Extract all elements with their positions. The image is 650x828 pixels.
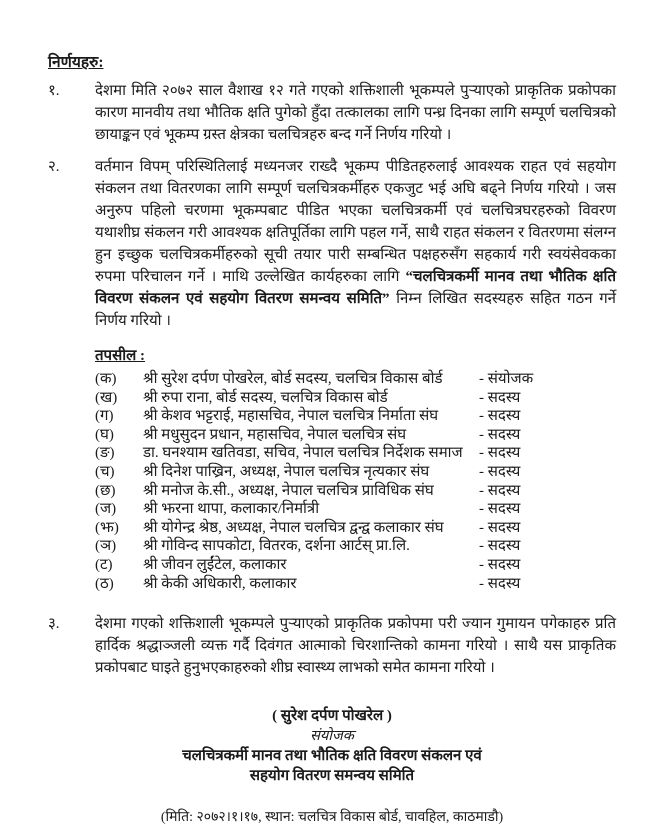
- member-name: श्री योगेन्द्र श्रेष्ठ, अध्यक्ष, नेपाल चलचित्र द्वन्द्व कलाकार संघ: [143, 519, 444, 536]
- signatory-title: संयोजक: [310, 728, 354, 745]
- page-title: निर्णयहरु:: [48, 54, 104, 71]
- member-role: - सदस्य: [479, 389, 521, 406]
- member-role: - संयोजक: [479, 371, 534, 387]
- committee-name-line2: सहयोग वितरण समन्वय समिति: [249, 768, 415, 785]
- decision-number: ३.: [48, 616, 60, 633]
- date-location-line: (मिति: २०७२।१।१७, स्थान: चलचित्र विकास बोर्ड, चावहिल, काठमाडौ): [160, 810, 504, 826]
- decision-item-2: [48, 156, 616, 332]
- member-name: श्री मधुसुदन प्रधान, महासचिव, नेपाल चलचित्र संघ: [143, 426, 407, 443]
- member-row: [95, 370, 616, 389]
- member-label: (झ): [95, 519, 119, 536]
- member-row: [95, 482, 616, 501]
- member-row: [95, 407, 616, 426]
- member-role: - सदस्य: [479, 445, 521, 462]
- member-row: [95, 500, 616, 519]
- member-role: - सदस्य: [479, 538, 521, 555]
- member-label: (छ): [95, 482, 116, 499]
- member-label: (ख): [95, 389, 118, 406]
- decision-text: देशमा मिति २०७२ साल वैशाख १२ गते गएको शक्तिशाली भूकम्पले पुऱ्याएको प्राकृतिक प्रकोपका कारण मानवीय तथा भौतिक क्षति पुगेको हुँदा तत्कालका लागि पन्ध्र दिनका लागि सम्पूर्ण चलचित्रको छायाङ्कन एवं भूकम्प ग्रस्त क्षेत्रका चलचित्रहरु बन्द गर्ने निर्णय गरियो ।: [95, 83, 616, 143]
- decision-item-3: [48, 613, 616, 679]
- member-role: - सदस्य: [479, 501, 521, 518]
- member-name: डा. घनश्याम खतिवडा, सचिव, नेपाल चलचित्र निर्देशक समाज: [143, 445, 463, 462]
- committee-name-emphasis: “चलचित्रकर्मी मानव तथा भौतिक क्षति विवरण संकलन एवं सहयोग वितरण समन्वय समिति”: [95, 269, 616, 307]
- member-role: - सदस्य: [479, 482, 521, 499]
- member-role: - सदस्य: [479, 575, 521, 592]
- decision-text: [95, 156, 616, 332]
- member-row: [95, 556, 616, 575]
- member-label: (ट): [95, 556, 113, 573]
- member-name: श्री केकी अधिकारी, कलाकार: [143, 575, 297, 592]
- member-name: श्री केशव भट्टराई, महासचिव, नेपाल चलचित्र निर्माता संघ: [143, 408, 439, 425]
- schedule-heading: तपसील :: [95, 348, 146, 364]
- member-row: [95, 463, 616, 482]
- decision-number: २.: [48, 159, 60, 175]
- member-role: - सदस्य: [479, 426, 521, 443]
- member-name: श्री रुपा राना, बोर्ड सदस्य, चलचित्र विकास बोर्ड: [143, 389, 388, 406]
- decision-text-end: निम्न लिखित सदस्यहरु सहित गठन गर्ने निर्णय गरियो ।: [95, 291, 616, 329]
- member-label: (ज): [95, 501, 117, 518]
- member-name: श्री दिनेश पाख्रिन, अध्यक्ष, नेपाल चलचित्र नृत्यकार संघ: [143, 463, 430, 480]
- member-row: [95, 519, 616, 538]
- member-role: - सदस्य: [479, 556, 521, 573]
- member-row: [95, 444, 616, 463]
- member-name: श्री सुरेश दर्पण पोखरेल, बोर्ड सदस्य, चलचित्र विकास बोर्ड: [143, 371, 443, 387]
- member-label: (च): [95, 463, 115, 480]
- signatory-name: ( सुरेश दर्पण पोखरेल ): [272, 708, 392, 725]
- member-name: श्री गोविन्द सापकोटा, वितरक, दर्शना आर्टस् प्रा.लि.: [143, 538, 410, 555]
- member-label: (घ): [95, 426, 114, 443]
- member-name: श्री मनोज के.सी., अध्यक्ष, नेपाल चलचित्र प्राविधिक संघ: [143, 482, 434, 499]
- committee-name-line1: चलचित्रकर्मी मानव तथा भौतिक क्षति विवरण संकलन एवं: [182, 748, 482, 765]
- member-role: - सदस्य: [479, 408, 521, 425]
- member-label: (ङ): [95, 445, 115, 462]
- member-row: [95, 537, 616, 556]
- decision-text: देशमा गएको शक्तिशाली भूकम्पले पुऱ्याएको प्राकृतिक प्रकोपमा परी ज्यान गुमायन पगेकाहरु प्रति हार्दिक श्रद्धाञ्जली व्यक्त गर्दै दिवंगत आत्माको चिरशान्तिको कामना गरियो । साथै यस प्राकृतिक प्रकोपबाट घाइते हुनुभएकाहरुको शीघ्र स्वास्थ्य लाभको समेत कामना गरियो ।: [95, 616, 616, 677]
- member-label: (ग): [95, 408, 114, 425]
- schedule-section: [95, 345, 616, 593]
- decision-text-start: वर्तमान विपम् परिस्थितिलाई मध्यनजर राख्दै भूकम्प पीडितहरुलाई आवश्यक राहत एवं सहयोग संकलन तथा वितरणका लागि सम्पूर्ण चलचित्रकर्मीहरु एकजुट भई अघि बढ्ने निर्णय गरियो । जस अनुरुप पहिलो चरणमा भूकम्पबाट पीडित भएका चलचित्रकर्मी एवं चलचित्रघरहरुको विवरण यथाशीघ्र संकलन गरी आवश्यक क्षतिपूर्तिका लागि पहल गर्ने, साथै राहत संकलन र वितरणमा संलग्न हुन इच्छुक चलचित्रकर्मीहरुको सूची तयार पारी सम्बन्धित पक्षहरुसँग सहकार्य गरी स्वयंसेवकका रुपमा परिचालन गर्ने । माथि उल्लेखित कार्यहरुका लागि: [95, 159, 616, 285]
- member-row: [95, 575, 616, 594]
- member-label: (क): [95, 371, 117, 387]
- member-role: - सदस्य: [479, 519, 521, 536]
- member-name: श्री झरना थापा, कलाकार/निर्मात्री: [143, 501, 320, 518]
- member-row: [95, 426, 616, 445]
- member-name: श्री जीवन लुईंटेल, कलाकार: [143, 556, 287, 573]
- member-label: (ठ): [95, 575, 114, 592]
- decision-number: १.: [48, 83, 60, 99]
- signature-block: [48, 706, 616, 786]
- member-row: [95, 389, 616, 408]
- member-role: - सदस्य: [479, 463, 521, 480]
- decision-item-1: [48, 80, 616, 146]
- member-label: (ञ): [95, 538, 117, 555]
